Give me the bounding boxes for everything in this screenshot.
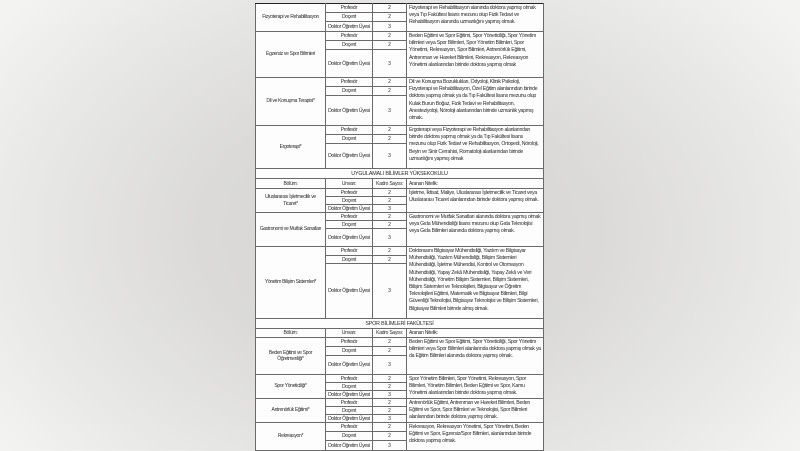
title-cell: Profesör (326, 4, 373, 13)
qualification-cell (407, 338, 544, 375)
department-cell: Ergoterapi* (256, 126, 326, 169)
qualification-cell (407, 4, 544, 32)
qualification-cell (407, 247, 544, 319)
column-header-quota: Kadro Sayısı: (373, 179, 407, 189)
column-header-qualification: Aranan Nitelik: (407, 179, 544, 189)
quota-cell: 2 (373, 423, 407, 432)
department-cell: Gastronomi ve Mutfak Sanatları (256, 213, 326, 247)
quota-cell: 2 (373, 338, 407, 347)
column-header-row (256, 179, 544, 189)
title-cell: Profesör (326, 375, 373, 383)
quota-cell: 2 (373, 197, 407, 205)
title-cell: Profesör (326, 126, 373, 135)
table-row (256, 32, 544, 41)
table-row (256, 247, 544, 256)
quota-cell: 2 (373, 256, 407, 264)
quota-cell: 2 (373, 78, 407, 87)
column-header-department: Bölüm: (256, 329, 326, 338)
quota-cell: 2 (373, 221, 407, 229)
department-cell: Uluslararası İşletmecilik ve Ticaret* (256, 189, 326, 213)
title-cell: Profesör (326, 423, 373, 432)
quota-cell: 2 (373, 41, 407, 50)
qualification-cell (407, 78, 544, 126)
table-row (256, 189, 544, 197)
title-cell: Doçent (326, 221, 373, 229)
title-cell: Profesör (326, 213, 373, 221)
title-cell: Profesör (326, 338, 373, 347)
title-cell: Doktor Öğretim Üyesi (326, 22, 373, 32)
title-cell: Doçent (326, 383, 373, 391)
qualification-cell (407, 375, 544, 399)
title-cell: Doçent (326, 135, 373, 144)
qualification-cell (407, 189, 544, 213)
column-header-title: Unvan: (326, 179, 373, 189)
announcement-document (255, 3, 544, 451)
title-cell: Doçent (326, 432, 373, 441)
department-cell: Yönetim Bilişim Sistemleri* (256, 247, 326, 319)
quota-cell: 2 (373, 247, 407, 256)
qualification-cell (407, 126, 544, 169)
section-header-row (256, 319, 544, 329)
quota-cell: 2 (373, 189, 407, 197)
title-cell: Doktor Öğretim Üyesi (326, 441, 373, 451)
section-title: UYGULAMALI BİLİMLER YÜKSEKOKULU (256, 169, 544, 179)
qualification-text: Doktorasını Bilgisayar Mühendisliği, Yazılım ve Bilgisayar Mühendisliği, Yazılım Mühendisliği, Bilişim Sistemleri Mühendisliği, İşletme Mühendisi, Kontrol ve Otomasyon Mühendisliği, Yapay Zekâ Mühendisliği, Yapay Zekâ ve Veri Mühendisliği, Yönetim Bilişim Sistemleri, Bilişim Sistemleri, Bilişim Sistemleri ve Teknolojileri, Bilgisayar ve Öğretim Teknolojileri Eğitimi, Matematik ve Bilgisayar Bilimleri, Bilgi Güvenliği Teknolojisi, Bilgisayar Teknolojisi ve Bilişim Sistemleri, Bilgisayar Bilimleri birinde almış olmak. (409, 248, 539, 312)
quota-cell: 3 (373, 356, 407, 375)
title-cell: Doktor Öğretim Üyesi (326, 229, 373, 247)
title-cell: Doktor Öğretim Üyesi (326, 50, 373, 78)
title-cell: Doçent (326, 13, 373, 22)
table-row (256, 423, 544, 432)
qualification-text: Beden Eğitimi ve Spor Eğitimi, Spor Yöneticiliği, Spor Yönetim bilimleri veya Spor Bilimleri alanlarında doktora yapmış olmak ya da Eğitim Bilimleri alanında doktora yapmış olmak. (409, 339, 541, 360)
title-cell: Doktor Öğretim Üyesi (326, 356, 373, 375)
column-header-department: Bölüm: (256, 179, 326, 189)
title-cell: Profesör (326, 247, 373, 256)
quota-cell: 3 (373, 22, 407, 32)
table-row (256, 126, 544, 135)
quota-cell: 3 (373, 264, 407, 319)
title-cell: Profesör (326, 78, 373, 87)
qualification-text: Spor Yönetim Bilimleri, Spor Yönetimi, Rekreasyon, Spor Bilimleri, Yönetim Bilimleri, Beden Eğitimi ve Spor, Kamu Yönetimi alanlarından birinde doktora yapmış olmak. (409, 376, 526, 397)
quota-cell: 3 (373, 441, 407, 451)
department-cell: Spor Yöneticiliği* (256, 375, 326, 399)
table-row (256, 78, 544, 87)
qualification-cell (407, 423, 544, 451)
table-row (256, 213, 544, 221)
department-cell: Egzersiz ve Spor Bilimleri (256, 32, 326, 78)
quota-cell: 2 (373, 347, 407, 356)
title-cell: Doktor Öğretim Üyesi (326, 205, 373, 213)
quota-cell: 2 (373, 32, 407, 41)
quota-cell: 2 (373, 432, 407, 441)
title-cell: Profesör (326, 189, 373, 197)
title-cell: Doçent (326, 87, 373, 96)
column-header-qualification: Aranan Nitelik: (407, 329, 544, 338)
qualification-text: Dil ve Konuşma Bozuklukları, Odyoloji, Klinik Psikoloji, Fizyoterapi ve Rehabilitasyon, Özel Eğitim alanlarından birinde doktora yapmış olmak ya da Tıp Fakültesi lisans mezunu olup Kulak Burun Boğaz, Fizik Tedavi ve Rehabilitasyon, Anesteziyoloji, Nöroloji alanlarından birinde uzmanlık yapmış olmak. (409, 79, 538, 122)
department-cell: Dil ve Konuşma Terapisi* (256, 78, 326, 126)
qualification-text: Antrenörlük Eğitimi, Antrenman ve Hareket Bilimleri, Beden Eğitimi ve Spor, Spor Bilimleri ve Teknolojisi, Spor Bilimleri alanlarından birinde doktora yapmış olmak. (409, 400, 531, 421)
quota-cell: 3 (373, 415, 407, 423)
quota-cell: 2 (373, 213, 407, 221)
title-cell: Doçent (326, 407, 373, 415)
title-cell: Profesör (326, 399, 373, 407)
table-row (256, 338, 544, 347)
qualification-cell (407, 213, 544, 247)
section-title: SPOR BİLİMLERİ FAKÜLTESİ (256, 319, 544, 329)
title-cell: Doktor Öğretim Üyesi (326, 144, 373, 169)
table-row (256, 399, 544, 407)
column-header-row (256, 329, 544, 338)
qualification-text: İşletme, İktisat, Maliye, Uluslararası İşletmecilik ve Ticaret veya Uluslararası Ticaret alanlarından birinde doktora yapmış olmak. (409, 190, 539, 204)
qualification-text: Gastronomi ve Mutfak Sanatları alanında doktora yapmış olmak veya Gıda Mühendisliği lisans mezunu olup Gıda Teknolojisi veya Gıda Bilimleri alanında doktora yapmış olmak. (409, 214, 541, 235)
qualification-text: Ergoterapi veya Fizyoterapi ve Rehabilitasyon alanlarından birinde doktora yapmış olmak ya da Tıp Fakültesi lisans mezunu olup Fizik Tedavi ve Rehabilitasyon, Ortopedi, Nöroloji, Beyin ve Sinir Cerrahisi, Romatoloji alanlarından birinde uzmanlığını yapmış olmak (409, 127, 539, 162)
department-cell: Beden Eğitimi ve Spor Öğretmenliği* (256, 338, 326, 375)
quota-cell: 2 (373, 13, 407, 22)
section-header-row (256, 169, 544, 179)
academic-positions-table (255, 3, 544, 451)
quota-cell: 2 (373, 399, 407, 407)
qualification-text: Fizyoterapi ve Rehabilitasyon alanında doktora yapmış olmak veya Tıp Fakültesi lisans mezunu olup Fizik Tedavi ve Rehabilitasyon alanında uzmanlığını yapmış olmak. (409, 5, 536, 26)
column-header-title: Unvan: (326, 329, 373, 338)
title-cell: Profesör (326, 32, 373, 41)
title-cell: Doçent (326, 197, 373, 205)
column-header-quota: Kadro Sayısı: (373, 329, 407, 338)
title-cell: Doçent (326, 41, 373, 50)
title-cell: Doktor Öğretim Üyesi (326, 264, 373, 319)
quota-cell: 2 (373, 375, 407, 383)
title-cell: Doktor Öğretim Üyesi (326, 415, 373, 423)
title-cell: Doktor Öğretim Üyesi (326, 391, 373, 399)
quota-cell: 2 (373, 383, 407, 391)
title-cell: Doktor Öğretim Üyesi (326, 96, 373, 126)
qualification-text: Beden Eğitimi ve Spor Eğitimi, Spor Yöneticiliği, Spor Yönetim bilimleri veya Spor Bilimleri, Spor Yönetim Bilimleri, Spor Yönetimi, Rekreasyon, Spor Bilimleri, Antrenörlük Eğitimi, Antrenman ve Hareket Bilimleri, Rekreasyon, Rekreasyon Yönetimi alanlarından birinde doktora yapmış olmak (409, 33, 537, 68)
quota-cell: 2 (373, 4, 407, 13)
quota-cell: 3 (373, 229, 407, 247)
qualification-cell (407, 399, 544, 423)
department-cell: Rekreasyon* (256, 423, 326, 451)
quota-cell: 3 (373, 205, 407, 213)
quota-cell: 3 (373, 50, 407, 78)
department-cell: Antrenörlük Eğitimi* (256, 399, 326, 423)
department-cell: Fizyoterapi ve Rehabilitasyon (256, 4, 326, 32)
table-row (256, 375, 544, 383)
table-row (256, 4, 544, 13)
quota-cell: 2 (373, 407, 407, 415)
quota-cell: 2 (373, 126, 407, 135)
quota-cell: 3 (373, 96, 407, 126)
quota-cell: 3 (373, 144, 407, 169)
title-cell: Doçent (326, 347, 373, 356)
title-cell: Doçent (326, 256, 373, 264)
qualification-cell (407, 32, 544, 78)
qualification-text: Rekreasyon, Rekreasyon Yönetimi, Spor Yönetimi, Beden Eğitimi ve Spor, Egzersiz/Spor Bilimleri, alanlarından birinde doktora yapmış olmak. (409, 424, 532, 445)
quota-cell: 2 (373, 87, 407, 96)
quota-cell: 2 (373, 135, 407, 144)
quota-cell: 3 (373, 391, 407, 399)
